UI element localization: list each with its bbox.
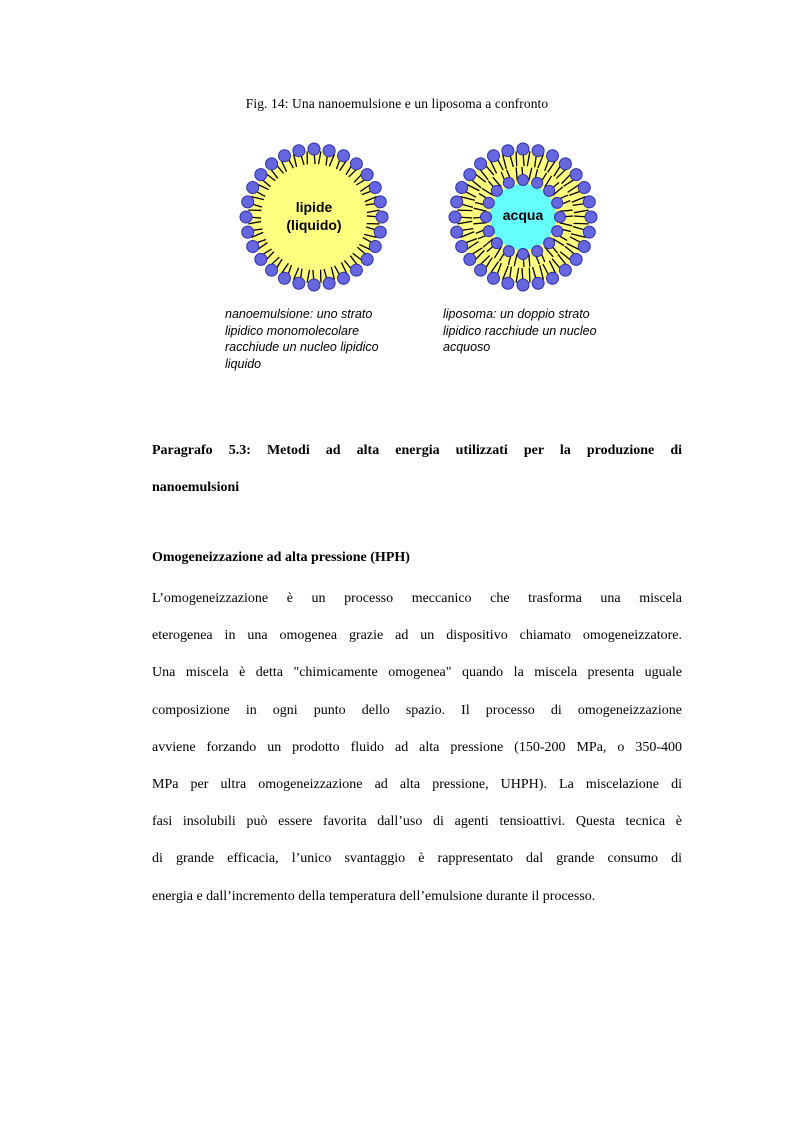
lipid-head — [350, 264, 362, 276]
lipid-head — [361, 253, 373, 265]
lipid-head — [544, 238, 555, 249]
lipid-head — [578, 181, 590, 193]
lipid-head — [532, 145, 544, 157]
lipid-head — [570, 253, 582, 265]
lipid-head — [308, 279, 320, 291]
lipid-head — [361, 169, 373, 181]
lipid-head — [517, 279, 529, 291]
paragraph-line: MPa per ultra omogeneizzazione ad alta pressione, UHPH). La miscelazione di — [152, 777, 682, 793]
paragraph-line: energia e dall’incremento della temperatura dell’emulsione durante il processo. — [152, 888, 596, 904]
comparison-figure — [226, 138, 606, 303]
lipid-head — [547, 272, 559, 284]
lipid-head — [547, 150, 559, 162]
lipid-head — [532, 246, 543, 257]
lipid-head — [242, 226, 254, 238]
lipid-head — [518, 249, 529, 260]
lipid-head — [503, 177, 514, 188]
lipid-head — [578, 241, 590, 253]
paragraph-line: composizione in ogni punto dello spazio. Il processo di omogeneizzazione — [152, 702, 682, 718]
lipid-head — [255, 169, 267, 181]
lipid-head — [255, 253, 267, 265]
lipid-head — [374, 196, 386, 208]
lipid-head — [570, 169, 582, 181]
lipid-head — [585, 211, 597, 223]
lipid-head — [532, 177, 543, 188]
lipid-head — [278, 272, 290, 284]
lipid-head — [483, 226, 494, 237]
water-core-label: acqua — [502, 207, 544, 223]
lipid-head — [369, 241, 381, 253]
paragraph-line: fasi insolubili può essere favorita dall’uso di agenti tensioattivi. Questa tecnica è — [152, 814, 682, 830]
lipid-head — [350, 158, 362, 170]
lipid-head — [583, 226, 595, 238]
lipid-head — [583, 196, 595, 208]
lipid-head — [487, 272, 499, 284]
lipid-head — [240, 211, 252, 223]
paragraph-line: eterogenea in una omogenea grazie ad un dispositivo chiamato omogeneizzatore. — [152, 628, 682, 644]
lipid-head — [552, 197, 563, 208]
lipid-head — [323, 277, 335, 289]
paragraph-line: avviene forzando un prodotto fluido ad alta pressione (150-200 MPa, o 350-400 — [152, 739, 682, 755]
lipid-head — [456, 241, 468, 253]
lipid-head — [369, 181, 381, 193]
paragraph-line: di grande efficacia, l’unico svantaggio è rappresentato dal grande consumo di — [152, 851, 682, 867]
subsection-heading: Omogeneizzazione ad alta pressione (HPH) — [152, 550, 410, 565]
lipid-head — [475, 264, 487, 276]
lipid-head — [242, 196, 254, 208]
lipid-head — [503, 246, 514, 257]
figure-caption: Fig. 14: Una nanoemulsione e un liposoma a confronto — [245, 96, 549, 111]
lipid-head — [532, 277, 544, 289]
lipid-head — [502, 277, 514, 289]
liquid-core-label: (liquido) — [286, 217, 342, 233]
lipid-head — [338, 272, 350, 284]
liposome-description: liposoma: un doppio strato lipidico racchiude un nucleo acquoso — [443, 307, 597, 354]
section-heading: Paragrafo 5.3: Metodi ad alta energia utilizzati per la produzione di nanoemulsioni — [152, 443, 682, 495]
lipid-head — [451, 196, 463, 208]
body-paragraph — [152, 580, 682, 915]
lipid-head — [449, 211, 461, 223]
lipid-head — [502, 145, 514, 157]
lipid-head — [481, 212, 492, 223]
lipid-head — [464, 169, 476, 181]
lipid-head — [374, 226, 386, 238]
lipid-head — [475, 158, 487, 170]
lipid-head — [293, 277, 305, 289]
lipid-head — [544, 185, 555, 196]
nanoemulsion-description: nanoemulsione: uno strato lipidico monomolecolare racchiude un nucleo lipidico liquido — [225, 307, 379, 371]
lipid-head — [518, 175, 529, 186]
lipid-head — [451, 226, 463, 238]
lipid-head — [266, 158, 278, 170]
lipid-head — [552, 226, 563, 237]
lipid-head — [247, 241, 259, 253]
lipid-head — [456, 181, 468, 193]
paragraph-line: Una miscela è detta "chimicamente omogenea" quando la miscela presenta uguale — [152, 665, 682, 681]
lipid-head — [559, 158, 571, 170]
lipid-head — [247, 181, 259, 193]
lipid-head — [278, 150, 290, 162]
lipid-head — [555, 212, 566, 223]
lipid-head — [338, 150, 350, 162]
lipid-head — [491, 238, 502, 249]
lipid-core-label: lipide — [295, 199, 333, 215]
lipid-head — [376, 211, 388, 223]
lipid-head — [266, 264, 278, 276]
lipid-head — [323, 145, 335, 157]
lipid-head — [308, 143, 320, 155]
lipid-head — [483, 197, 494, 208]
lipid-head — [491, 185, 502, 196]
lipid-head — [464, 253, 476, 265]
lipid-head — [559, 264, 571, 276]
lipid-head — [487, 150, 499, 162]
paragraph-line: L’omogeneizzazione è un processo meccanico che trasforma una miscela — [152, 591, 682, 606]
lipid-head — [293, 145, 305, 157]
lipid-head — [517, 143, 529, 155]
